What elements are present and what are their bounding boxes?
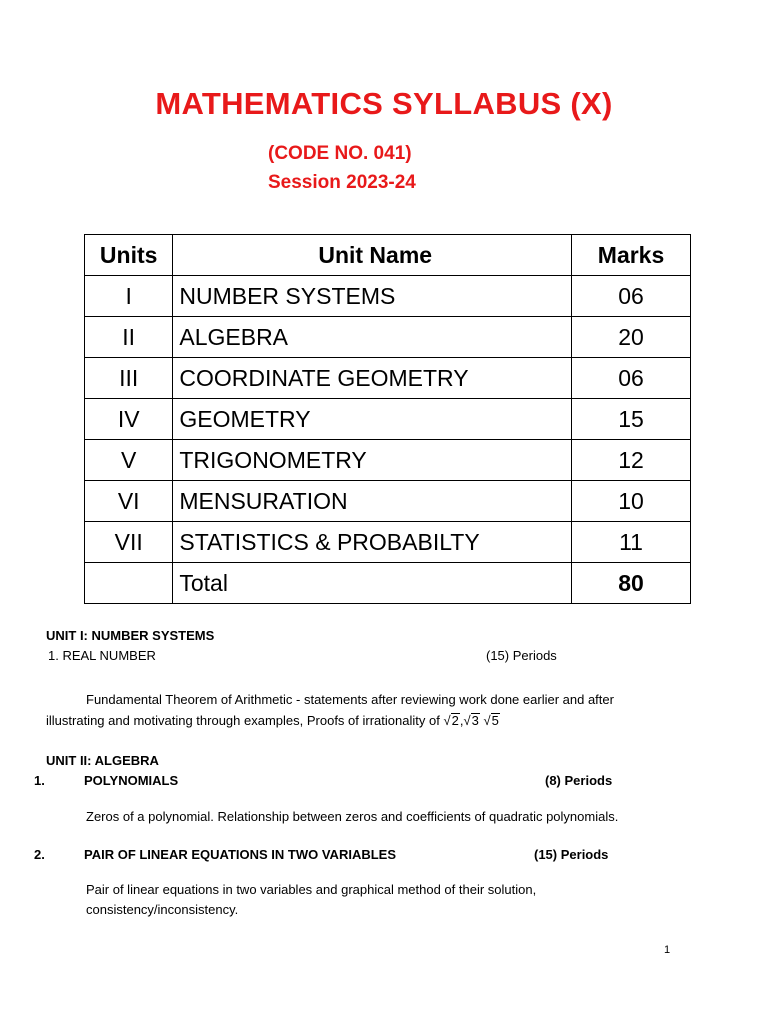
sqrt-3: √3 bbox=[463, 713, 479, 728]
marks-cell: 10 bbox=[572, 481, 691, 522]
sqrt-2: √2 bbox=[443, 713, 459, 728]
unit1-paragraph-line1: Fundamental Theorem of Arithmetic - statements after reviewing work done earlier and after bbox=[86, 692, 614, 707]
unit1-periods: (15) Periods bbox=[486, 648, 557, 663]
marks-cell: 12 bbox=[572, 440, 691, 481]
unit1-topic: 1. REAL NUMBER bbox=[48, 648, 156, 663]
unit-name-cell: NUMBER SYSTEMS bbox=[173, 276, 572, 317]
header-units: Units bbox=[85, 235, 173, 276]
unit-cell: V bbox=[85, 440, 173, 481]
polynomials-number: 1. bbox=[34, 773, 45, 788]
unit1-paragraph-text: illustrating and motivating through examples, Proofs of irrationality of bbox=[46, 713, 440, 728]
polynomials-periods: (8) Periods bbox=[545, 773, 613, 788]
linear-equations-periods: (15) Periods bbox=[534, 847, 609, 862]
radicand-3: 3 bbox=[471, 713, 479, 728]
unit-name-cell: STATISTICS & PROBABILTY bbox=[173, 522, 572, 563]
total-empty-cell bbox=[85, 563, 173, 604]
unit-cell: I bbox=[85, 276, 173, 317]
session: Session 2023-24 bbox=[268, 172, 416, 193]
marks-cell: 15 bbox=[572, 399, 691, 440]
marks-table bbox=[84, 234, 691, 604]
total-label: Total bbox=[173, 563, 572, 604]
table-row bbox=[85, 317, 691, 358]
table-row bbox=[85, 358, 691, 399]
page-title: MATHEMATICS SYLLABUS (X) bbox=[155, 86, 613, 121]
page-number: 1 bbox=[664, 944, 671, 956]
polynomials-text: Zeros of a polynomial. Relationship between zeros and coefficients of quadratic polynomials. bbox=[86, 809, 619, 824]
linear-equations-text-line1: Pair of linear equations in two variables and graphical method of their solution, bbox=[86, 882, 537, 897]
unit-name-cell: TRIGONOMETRY bbox=[173, 440, 572, 481]
polynomials-title: POLYNOMIALS bbox=[84, 773, 179, 788]
table-row bbox=[85, 440, 691, 481]
marks-cell: 06 bbox=[572, 358, 691, 399]
table-row bbox=[85, 522, 691, 563]
unit-name-cell: ALGEBRA bbox=[173, 317, 572, 358]
unit-name-cell: COORDINATE GEOMETRY bbox=[173, 358, 572, 399]
unit2-heading: UNIT II: ALGEBRA bbox=[46, 753, 159, 768]
radicand-5: 5 bbox=[491, 713, 499, 728]
sqrt-separator: , bbox=[459, 713, 464, 728]
table-row bbox=[85, 276, 691, 317]
unit-cell: IV bbox=[85, 399, 173, 440]
marks-cell: 20 bbox=[572, 317, 691, 358]
table-row bbox=[85, 481, 691, 522]
linear-equations-text-line2: consistency/inconsistency. bbox=[86, 902, 239, 917]
total-marks: 80 bbox=[572, 563, 691, 604]
linear-equations-title: PAIR OF LINEAR EQUATIONS IN TWO VARIABLES bbox=[84, 847, 396, 862]
unit-cell: II bbox=[85, 317, 173, 358]
marks-cell: 06 bbox=[572, 276, 691, 317]
unit-name-cell: MENSURATION bbox=[173, 481, 572, 522]
unit-cell: VI bbox=[85, 481, 173, 522]
sqrt-5: √5 bbox=[483, 713, 499, 728]
unit-cell: VII bbox=[85, 522, 173, 563]
table-row bbox=[85, 399, 691, 440]
code-number: (CODE NO. 041) bbox=[268, 143, 412, 164]
unit1-heading: UNIT I: NUMBER SYSTEMS bbox=[46, 628, 215, 643]
linear-equations-number: 2. bbox=[34, 847, 45, 862]
table-header-row bbox=[85, 235, 691, 276]
radicand-2: 2 bbox=[451, 713, 459, 728]
table-total-row bbox=[85, 563, 691, 604]
marks-cell: 11 bbox=[572, 522, 691, 563]
unit-name-cell: GEOMETRY bbox=[173, 399, 572, 440]
header-unit-name: Unit Name bbox=[173, 235, 572, 276]
header-marks: Marks bbox=[572, 235, 691, 276]
unit1-paragraph-line2 bbox=[46, 711, 500, 731]
unit-cell: III bbox=[85, 358, 173, 399]
